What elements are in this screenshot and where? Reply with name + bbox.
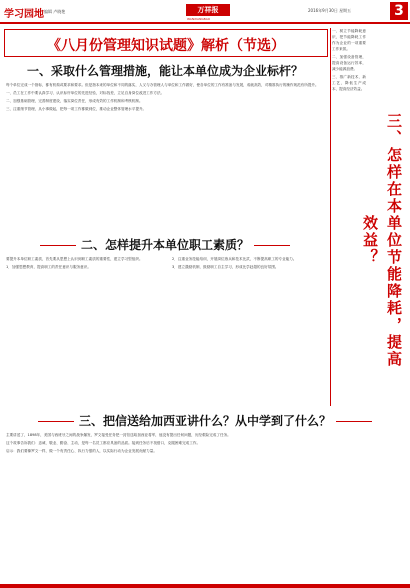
section1-heading [0,62,330,79]
heading-rule [254,245,290,246]
paragraph: 二、加强设备管理，提高设备运行效率，减少能源浪费。 [332,55,366,71]
section3-body [6,432,404,580]
paragraph: 每个单位完成一个指标，都有机构或要求和要求。但是指本来的单位和不同的落实，人又与办管理人与单位和工作做好，使各单位的工作有准备与发展，成就高效，对精准执行的操作规范有所提升。 [6,83,319,87]
page-number: 3 [390,2,408,20]
paragraph: 启示：我们要像罗文一样，做一个有责任心、执行力强的人，以实际行动为企业发展贡献力量。 [6,449,157,453]
section2-heading-text: 二、怎样提升本单位职工素质？ [80,238,249,252]
paragraph: 一、树立节能降耗意识，把节能降耗工作作为企业的一项重要工作来抓。 [332,29,366,51]
paragraph: 二、加强基础管理，完善制度建设，落实岗位责任，形成有效的工作机制和考核机制。 [6,99,143,103]
issue-date: 2016年9月30日 星期五 [308,8,352,13]
section-title: 学习园地 [4,9,44,20]
section1-body [6,82,328,232]
paragraph: 一、员工在工作中要认真学习、认识标杆单位的先进经验，对标找差，立足自身岗位改进工作方法。 [6,91,165,95]
masthead [0,0,410,22]
paragraph: 要提升本单位职工素质，首先要从思想上认识到职工素质的重要性，建立学习型组织。 [6,257,143,261]
main-banner [4,29,328,57]
heading-rule [40,245,76,246]
column-divider [330,28,331,406]
newspaper-logo-sub: WANXIANGBAO [187,17,211,21]
heading-rule [336,421,372,422]
paragraph: 三、注重细节管理，从小事做起，把每一项工作都做到位，推动企业整体管理水平提升。 [6,107,147,111]
main-headline: 《八月份管理知识试题》解析（节选） [47,38,285,54]
paragraph: 主要讲述了，1898年，美国与西班牙之间的战争爆发，罗文接受任务把一封信送给加西亚将军，他没有提出任何问题，历经艰险完成了任务。 [6,433,231,437]
heading-rule [38,421,74,422]
section2-heading [0,236,330,253]
header-rule [0,22,410,24]
section2-body-left [6,256,166,406]
paragraph: 1．加强思想教育，提高职工的责任意识与服务意识。 [6,265,91,269]
paragraph: 三、推广新技术、新工艺，降低生产成本，提高经济效益。 [332,75,366,91]
footer-rule [0,584,410,588]
sidebar-heading: 三、怎样在本单位节能降耗，提高效益？ [361,112,403,368]
section1-heading-text: 一、采取什么管理措施，能让本单位成为企业标杆？ [26,64,303,78]
editor-credit: 编辑 卢晓艳 [44,9,66,14]
paragraph: 2．注重业务技能培训，开展岗位练兵和技术比武，不断提高职工的专业能力。 [172,257,297,261]
paragraph: 3．建立激励机制，鼓励职工自主学习，形成比学赶超的良好氛围。 [172,265,279,269]
section3-heading [0,412,410,429]
section2-body-right [172,256,328,406]
newspaper-logo: 万祥报 [186,4,230,16]
paragraph: 这个故事告诉我们：忠诚、敬业、勤奋、主动，是每一名员工都应具备的品质。接到任务后不找借口，克服困难完成工作。 [6,441,201,445]
section3-heading-text: 三、把信送给加西亚讲什么？从中学到了什么？ [78,414,331,428]
